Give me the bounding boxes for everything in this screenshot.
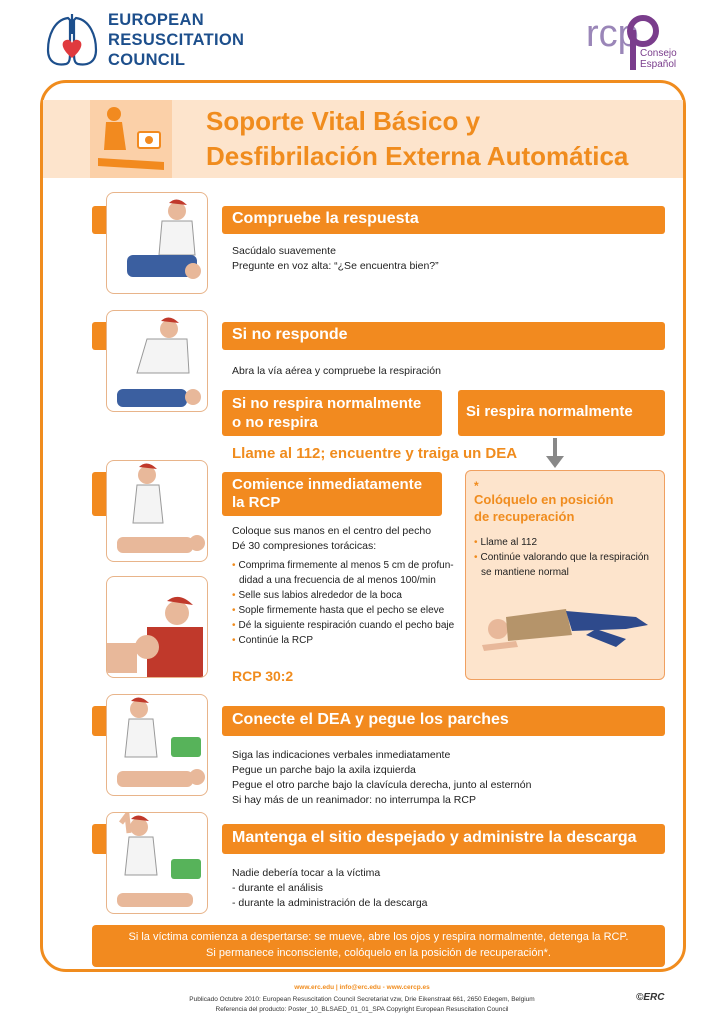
step4-illustration bbox=[106, 694, 208, 796]
recovery-asterisk: * bbox=[474, 479, 479, 493]
step3-bullet: • Continúe la RCP bbox=[232, 635, 313, 646]
step1-illustration bbox=[106, 192, 208, 294]
footer-note: Si la víctima comienza a despertarse: se mueve, abre los ojos y respira normalmente, detenga la RCP. Si permanece inconsciente, colóquelo en la posición de recuperación*. bbox=[92, 925, 665, 967]
step3-heading: Comience inmediatamente la RCP bbox=[222, 472, 442, 516]
airway-check-icon bbox=[107, 311, 208, 412]
rescue-breath-icon bbox=[107, 577, 208, 678]
page-title: Soporte Vital Básico y Desfibrilación Externa Automática bbox=[206, 106, 629, 171]
branch-breathing: Si respira normalmente bbox=[458, 390, 665, 436]
step5-text: Nadie debería tocar a la víctima - durante el análisis - durante la administración de la descarga bbox=[232, 867, 428, 909]
footer-publication: Publicado Octubre 2010: European Resuscitation Council Secretariat vzw, Drie Eikenstraat 661, 2650 Edegem, Belgium bbox=[189, 996, 535, 1003]
erc-org-name: EUROPEAN RESUSCITATION COUNCIL bbox=[108, 11, 245, 69]
erc-copyright-mark: ©ERC bbox=[636, 992, 665, 1003]
rescuer-aed-icon bbox=[90, 100, 172, 178]
step3-illustration-compressions bbox=[106, 460, 208, 562]
down-arrow-icon bbox=[544, 438, 566, 470]
cpr-ratio: RCP 30:2 bbox=[232, 668, 294, 684]
step4-heading: Conecte el DEA y pegue los parches bbox=[222, 706, 665, 736]
step2-illustration bbox=[106, 310, 208, 412]
recovery-text: • Llame al 112 • Continúe valorando que la respiración se mantiene normal bbox=[474, 537, 649, 578]
step1-heading: Compruebe la respuesta bbox=[222, 206, 665, 234]
step3-illustration-breaths bbox=[106, 576, 208, 678]
step1-text: Sacúdalo suavemente Pregunte en voz alta: “¿Se encuentra bien?” bbox=[232, 245, 439, 272]
footer-reference: Referencia del producto: Poster_10_BLSAED_01_01_SPA Copyright European Resuscitation Council bbox=[215, 1006, 509, 1013]
step2-heading: Si no responde bbox=[222, 322, 665, 350]
rcp-subtitle: Consejo Español bbox=[640, 48, 677, 70]
chest-compression-icon bbox=[107, 461, 208, 562]
step3-text: Coloque sus manos en el centro del pecho Dé 30 compresiones torácicas: • Comprima firmemente al menos 5 cm de profun- didad a una frecuencia de al menos 100/min • Selle sus labios alrededor de la boca • Sople firmemente hasta que el pecho se eleve • Dé la siguiente respiración cuando el pecho baje • Continúe la RCP bbox=[232, 524, 462, 648]
step3-bullet-cont: didad a una frecuencia de al menos 100/min bbox=[239, 575, 436, 586]
footer-links: www.erc.edu | info@erc.edu - www.cercp.es bbox=[294, 984, 430, 991]
step5-illustration bbox=[106, 812, 208, 914]
aed-pads-icon bbox=[107, 695, 208, 796]
title-illustration bbox=[90, 100, 172, 178]
recovery-heading: Colóquelo en posición de recuperación bbox=[474, 492, 614, 524]
branch-not-breathing: Si no respira normalmente o no respira bbox=[222, 390, 442, 436]
step3-bullet: • Comprima firmemente al menos 5 cm de profun- bbox=[232, 560, 454, 571]
step4-text: Siga las indicaciones verbales inmediatamente Pegue un parche bajo la axila izquierda Pegue el otro parche bajo la clavícula derecha, junto al esternón Si hay más de un reanimador: no interrumpa la RCP bbox=[232, 749, 532, 806]
erc-lungs-heart-icon bbox=[44, 12, 100, 70]
stand-clear-shock-icon bbox=[107, 813, 208, 914]
svg-text:rcp: rcp bbox=[586, 13, 639, 55]
step3-bullet: • Dé la siguiente respiración cuando el pecho baje bbox=[232, 620, 455, 631]
step3-bullet: • Sople firmemente hasta que el pecho se eleve bbox=[232, 605, 445, 616]
shake-victim-icon bbox=[107, 193, 208, 294]
recovery-position-icon bbox=[476, 595, 662, 655]
step5-heading: Mantenga el sitio despejado y administre la descarga bbox=[222, 824, 665, 854]
step3-bullet: • Selle sus labios alrededor de la boca bbox=[232, 590, 402, 601]
recovery-position-box bbox=[465, 470, 665, 680]
step2-text: Abra la vía aérea y compruebe la respiración bbox=[232, 365, 441, 377]
call-112-text: Llame al 112; encuentre y traiga un DEA bbox=[232, 445, 518, 462]
